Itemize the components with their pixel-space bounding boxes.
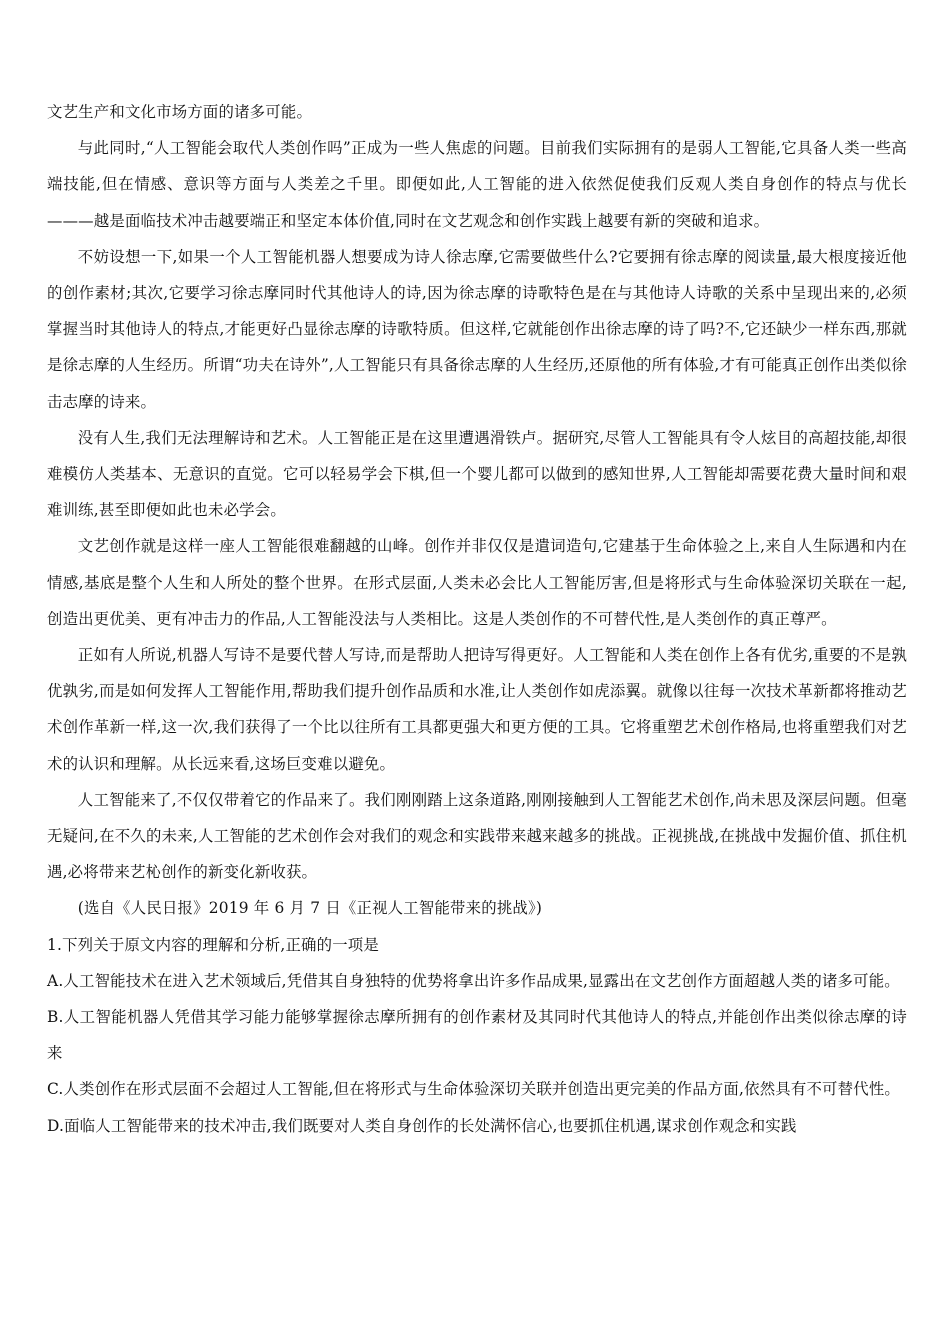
paragraph: 没有人生,我们无法理解诗和艺术。人工智能正是在这里遭遇滑铁卢。据研究,尽管人工智能具有令人炫目的高超技能,却很难模仿人类基本、无意识的直觉。它可以轻易学会下棋,但一个婴儿都可以做到的感知世界,人工智能却需要花费大量时间和艰难训练,甚至即便如此也未必学会。 [47, 428, 907, 520]
paragraph: 不妨设想一下,如果一个人工智能机器人想要成为诗人徐志摩,它需要做些什么?它要拥有徐志摩的阅读量,最大根度接近他的创作素材;其次,它要学习徐志摩同时代其他诗人的诗,因为徐志摩的诗歌特色是在与其他诗人诗歌的关系中呈现出来的,必须掌握当时其他诗人的特点,才能更好凸显徐志摩的诗歌特质。但这样,它就能创作出徐志摩的诗了吗?不,它还缺少一样东西,那就是徐志摩的人生经历。所谓“功夫在诗外”,人工智能只有具备徐志摩的人生经历,还原他的所有体验,才有可能真正创作出类似徐击志摩的诗来。 [47, 247, 907, 411]
paragraph: 与此同时,“人工智能会取代人类创作吗”正成为一些人焦虑的问题。目前我们实际拥有的是弱人工智能,它具备人类一些高端技能,但在情感、意识等方面与人类差之千里。即便如此,人工智能的进入依然促使我们反观人类自身创作的特点与优长———越是面临技术冲击越要端正和坚定本体价值,同时在文艺观念和创作实践上越要有新的突破和追求。 [47, 139, 907, 230]
document-body [47, 94, 907, 1144]
option-a: A.人工智能技术在进入艺术领域后,凭借其自身独特的优势将拿出许多作品成果,显露出在文艺创作方面超越人类的诸多可能。 [47, 971, 900, 990]
option-b: B.人工智能机器人凭借其学习能力能够掌握徐志摩所拥有的创作素材及其同时代其他诗人的特点,并能创作出类似徐志摩的诗来 [47, 1008, 907, 1063]
option-c: C.人类创作在形式层面不会超过人工智能,但在将形式与生命体验深切关联并创造出更完美的作品方面,依然具有不可替代性。 [47, 1080, 901, 1099]
paragraph: 人工智能来了,不仅仅带着它的作品来了。我们刚刚踏上这条道路,刚刚接触到人工智能艺术创作,尚未思及深层问题。但毫无疑问,在不久的未来,人工智能的艺术创作会对我们的观念和实践带来越来越多的挑战。正视挑战,在挑战中发掘价值、抓住机遇,必将带来艺杺创作的新变化新收获。 [47, 790, 907, 882]
paragraph: 正如有人所说,机器人写诗不是要代替人写诗,而是帮助人把诗写得更好。人工智能和人类在创作上各有优劣,重要的不是孰优孰劣,而是如何发挥人工智能作用,帮助我们提升创作品质和水准,让人类创作如虎添翼。就像以往每一次技术革新都将推动艺术创作革新一样,这一次,我们获得了一个比以往所有工具都更强大和更方便的工具。它将重塑艺术创作格局,也将重塑我们对艺术的认识和理解。从长远来看,这场巨变难以避免。 [47, 646, 907, 773]
paragraph-continuation: 文艺生产和文化市场方面的诸多可能。 [47, 103, 313, 121]
question-stem: 1.下列关于原文内容的理解和分析,正确的一项是 [47, 935, 379, 954]
paragraph: 文艺创作就是这样一座人工智能很难翻越的山峰。创作并非仅仅是遣词造句,它建基于生命体验之上,来自人生际遇和内在情感,基底是整个人生和人所处的整个世界。在形式层面,人类未必会比人工智能厉害,但是将形式与生命体验深切关联在一起,创造出更优美、更有冲击力的作品,人工智能没法与人类相比。这是人类创作的不可替代性,是人类创作的真正尊严。 [47, 537, 907, 628]
option-d: D.面临人工智能带来的技术冲击,我们既要对人类自身创作的长处满怀信心,也要抓住机遇,谋求创作观念和实践 [47, 1116, 797, 1135]
source-citation: (选自《人民日报》2019 年 6 月 7 日《正视人工智能带来的挑战》) [77, 899, 543, 918]
